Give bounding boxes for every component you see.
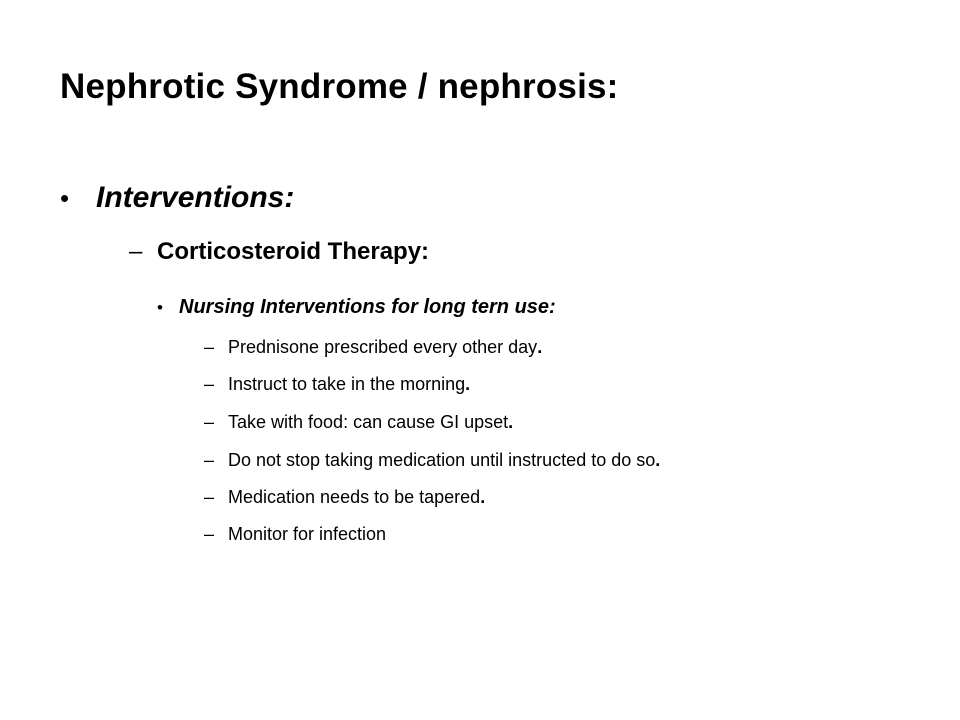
list-item-text: Instruct to take in the morning. — [228, 374, 471, 394]
dash-bullet-icon: – — [204, 487, 215, 507]
bullet-level3 — [157, 295, 556, 319]
dash-bullet-icon: – — [204, 524, 215, 544]
list-item — [204, 412, 513, 434]
list-item — [204, 337, 542, 359]
bullet-dot-icon: • — [60, 183, 70, 213]
bullet-level3-text: Nursing Interventions for long tern use: — [179, 296, 556, 318]
list-item-text: Medication needs to be tapered. — [228, 487, 486, 507]
list-item — [204, 487, 485, 509]
bullet-dot-icon: • — [157, 298, 163, 317]
slide-title: Nephrotic Syndrome / nephrosis: — [60, 67, 619, 106]
bullet-level1 — [60, 180, 294, 216]
dash-bullet-icon: – — [204, 374, 215, 394]
dash-bullet-icon: – — [204, 412, 215, 432]
list-item-text: Monitor for infection — [228, 524, 387, 544]
list-item-text: Take with food: can cause GI upset. — [228, 412, 514, 432]
dash-bullet-icon: – — [204, 450, 215, 470]
list-item-text: Prednisone prescribed every other day. — [228, 337, 543, 357]
list-item — [204, 450, 660, 472]
bullet-level1-text: Interventions: — [96, 181, 295, 214]
dash-bullet-icon: – — [129, 238, 143, 265]
list-item — [204, 374, 470, 396]
list-item — [204, 524, 386, 546]
bullet-level2 — [129, 238, 429, 267]
dash-bullet-icon: – — [204, 337, 215, 357]
list-item-text: Do not stop taking medication until instructed to do so. — [228, 450, 661, 470]
bullet-level2-text: Corticosteroid Therapy: — [157, 238, 430, 265]
